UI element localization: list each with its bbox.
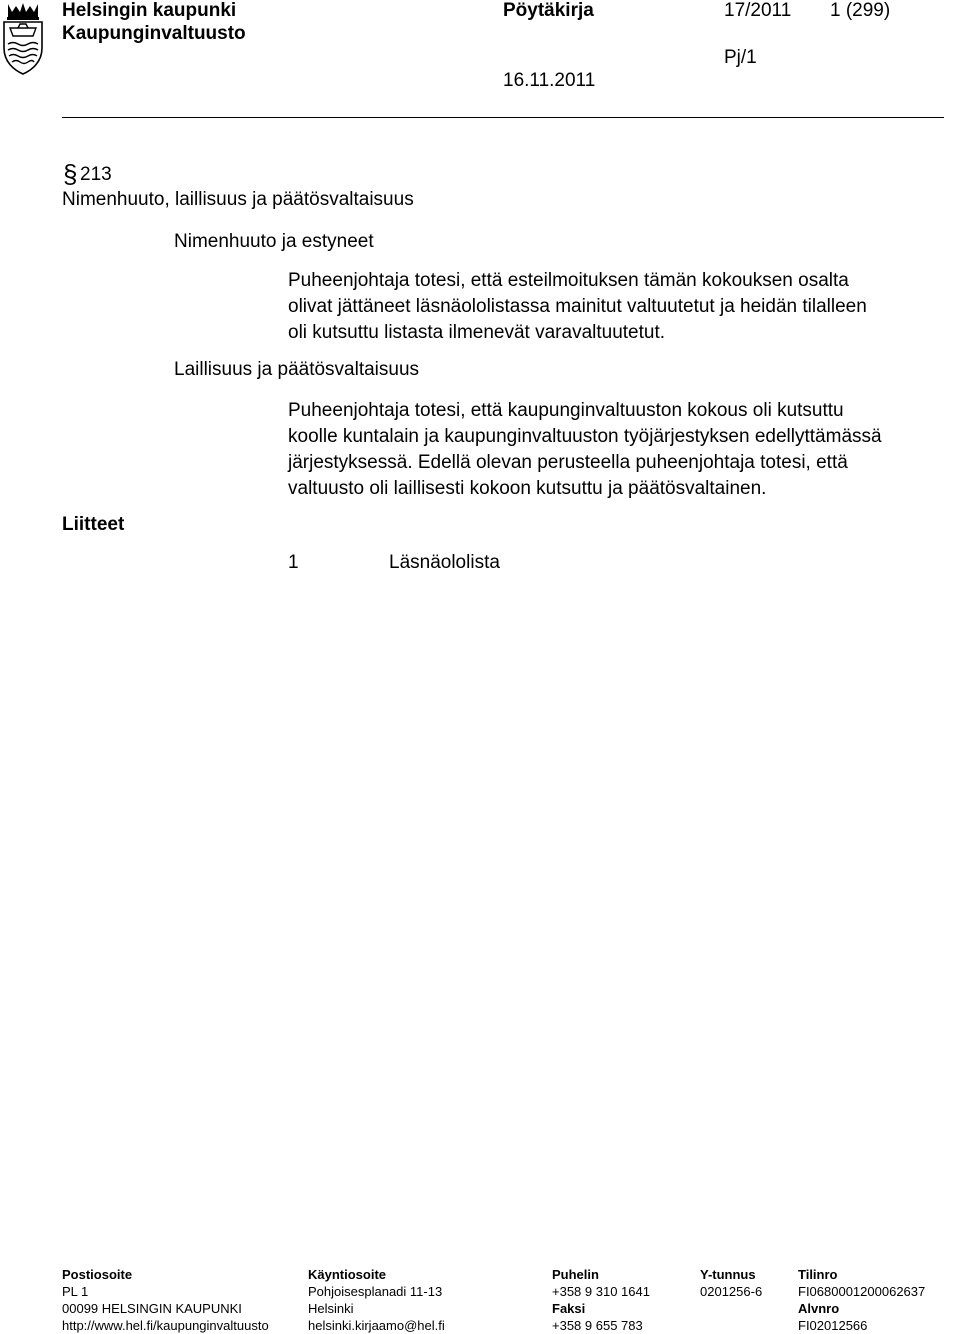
footer-value: FI02012566 bbox=[798, 1318, 868, 1333]
footer-label: Y-tunnus bbox=[700, 1267, 756, 1282]
footer-value: Helsinki bbox=[308, 1301, 354, 1316]
paragraph-line: oli kutsuttu listasta ilmenevät varavaltuutetut. bbox=[288, 322, 666, 343]
footer-label: Alvnro bbox=[798, 1301, 840, 1316]
paragraph-line: Puheenjohtaja totesi, että esteilmoituksen tämän kokouksen osalta bbox=[288, 270, 849, 291]
item-reference: Pj/1 bbox=[724, 47, 757, 68]
section-number: 213 bbox=[80, 164, 112, 185]
meeting-date: 16.11.2011 bbox=[503, 70, 596, 91]
org-name: Helsingin kaupunki bbox=[62, 0, 237, 21]
footer-business-id bbox=[700, 1266, 762, 1300]
footer-label: Käyntiosoite bbox=[308, 1267, 387, 1282]
attachment-link[interactable]: Läsnäololista bbox=[389, 552, 500, 573]
footer-label: Puhelin bbox=[552, 1267, 599, 1282]
footer-value: 0201256-6 bbox=[700, 1284, 763, 1299]
subheading-legality: Laillisuus ja päätösvaltaisuus bbox=[174, 359, 420, 380]
paragraph-line: järjestyksessä. Edellä olevan perusteella puheenjohtaja totesi, että bbox=[288, 452, 848, 473]
section-title: Nimenhuuto, laillisuus ja päätösvaltaisuus bbox=[62, 189, 414, 210]
paragraph-legality bbox=[288, 398, 953, 502]
helsinki-crest-logo bbox=[0, 0, 46, 76]
footer-value: 00099 HELSINGIN KAUPUNKI bbox=[62, 1301, 242, 1316]
footer-postal bbox=[62, 1266, 269, 1334]
attachments-heading: Liitteet bbox=[62, 514, 125, 535]
footer-value: Pohjoisesplanadi 11-13 bbox=[308, 1284, 443, 1299]
meeting-number: 17/2011 bbox=[724, 0, 792, 21]
attachment-number: 1 bbox=[288, 552, 299, 573]
doc-type: Pöytäkirja bbox=[503, 0, 594, 21]
paragraph-line: Puheenjohtaja totesi, että kaupunginvaltuuston kokous oli kutsuttu bbox=[288, 400, 844, 421]
footer-phone bbox=[552, 1266, 650, 1334]
subheading-roll-call: Nimenhuuto ja estyneet bbox=[174, 231, 374, 252]
footer-value: FI0680001200062637 bbox=[798, 1284, 926, 1299]
footer-label: Faksi bbox=[552, 1301, 586, 1316]
footer-value: +358 9 310 1641 bbox=[552, 1284, 650, 1299]
svg-text:§: § bbox=[63, 159, 78, 189]
paragraph-line: valtuusto oli laillisesti kokoon kutsuttu ja päätösvaltainen. bbox=[288, 478, 767, 499]
footer-value: PL 1 bbox=[62, 1284, 89, 1299]
page-number: 1 (299) bbox=[830, 0, 891, 21]
paragraph-line: olivat jättäneet läsnäololistassa mainitut valtuutetut ja heidän tilalleen bbox=[288, 296, 867, 317]
header-divider bbox=[62, 117, 944, 118]
body-name: Kaupunginvaltuusto bbox=[62, 23, 246, 44]
footer-visiting bbox=[308, 1266, 445, 1334]
footer-account bbox=[798, 1266, 925, 1334]
footer-email-link[interactable]: helsinki.kirjaamo@hel.fi bbox=[308, 1318, 445, 1333]
footer-label: Tilinro bbox=[798, 1267, 838, 1282]
footer-value: +358 9 655 783 bbox=[552, 1318, 643, 1333]
paragraph-line: koolle kuntalain ja kaupunginvaltuuston työjärjestyksen edellyttämässä bbox=[288, 426, 882, 447]
paragraph-roll-call bbox=[288, 268, 948, 346]
footer-label: Postiosoite bbox=[62, 1267, 133, 1282]
footer-website-link[interactable]: http://www.hel.fi/kaupunginvaltuusto bbox=[62, 1318, 269, 1333]
